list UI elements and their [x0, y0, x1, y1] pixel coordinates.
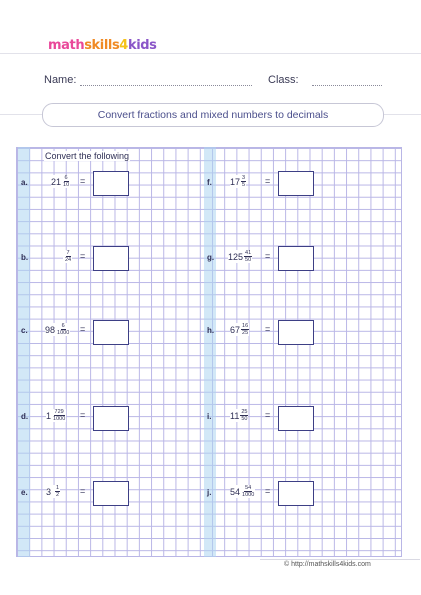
whole-number: 11	[230, 410, 240, 421]
equals-sign: =	[80, 176, 86, 186]
expression-c	[45, 323, 70, 336]
fraction	[241, 323, 249, 336]
expression-e	[46, 485, 60, 498]
name-label: Name:	[44, 74, 77, 86]
expression-f	[230, 175, 246, 188]
equals-sign: =	[265, 410, 271, 420]
item-label-e: e.	[21, 488, 28, 497]
fraction	[240, 409, 248, 422]
numerator: 1	[56, 485, 60, 491]
whole-number: 54	[230, 486, 241, 497]
whole-number: 67	[230, 324, 241, 335]
denominator: 24	[65, 257, 72, 263]
fraction	[244, 250, 252, 263]
whole-number: 3	[46, 486, 52, 497]
equals-sign: =	[265, 176, 271, 186]
item-label-h: h.	[207, 326, 215, 335]
answer-box-d[interactable]	[93, 406, 129, 431]
numerator: 41	[245, 250, 252, 256]
class-label-wrap	[268, 74, 299, 86]
logo-part: skills	[84, 38, 120, 53]
answer-box-c[interactable]	[93, 320, 129, 345]
logo-part: math	[48, 38, 85, 53]
class-line[interactable]	[312, 85, 382, 86]
item-label-f: f.	[207, 178, 212, 187]
footer-divider	[260, 559, 420, 560]
answer-box-e[interactable]	[93, 481, 129, 506]
whole-number: 98	[45, 324, 56, 335]
numerator: 6	[64, 175, 68, 181]
fraction	[64, 250, 72, 263]
fraction	[62, 175, 70, 188]
equals-sign: =	[265, 251, 271, 261]
numerator: 54	[245, 485, 252, 491]
whole-number: 1	[46, 410, 52, 421]
denominator: 50	[245, 257, 252, 263]
fraction	[55, 485, 60, 498]
instructions: Convert the following	[45, 151, 130, 161]
item-label-c: c.	[21, 326, 28, 335]
fraction	[241, 485, 255, 498]
numerator: 16	[242, 323, 249, 329]
denominator: 1000	[53, 416, 66, 422]
numerator: 25	[241, 409, 248, 415]
item-label-i: i.	[207, 412, 212, 421]
name-class-row	[44, 74, 76, 86]
denominator: 50	[241, 416, 248, 422]
numerator: 7	[66, 250, 70, 256]
expression-b	[63, 250, 72, 263]
numerator: 3	[242, 175, 246, 181]
expression-i	[230, 409, 248, 422]
equals-sign: =	[80, 410, 86, 420]
fraction	[52, 409, 66, 422]
header-divider	[0, 53, 421, 54]
title-rule-right	[384, 114, 421, 115]
answer-box-b[interactable]	[93, 246, 129, 271]
answer-box-j[interactable]	[278, 481, 314, 506]
equals-sign: =	[265, 486, 271, 496]
logo-part: 4	[119, 38, 128, 53]
answer-box-i[interactable]	[278, 406, 314, 431]
item-label-j: j.	[207, 488, 212, 497]
equals-sign: =	[265, 324, 271, 334]
expression-h	[230, 323, 249, 336]
logo-part: kids	[127, 38, 157, 53]
denominator: 2	[56, 492, 60, 498]
class-label: Class:	[268, 74, 299, 86]
answer-box-f[interactable]	[278, 171, 314, 196]
expression-g	[228, 250, 252, 263]
whole-number: 125	[228, 251, 244, 262]
footer-url[interactable]: © http://mathskills4kids.com	[284, 561, 371, 568]
item-label-g: g.	[207, 253, 215, 262]
denominator: 10	[63, 182, 70, 188]
equals-sign: =	[80, 251, 86, 261]
denominator: 1000	[242, 492, 255, 498]
equals-sign: =	[80, 486, 86, 496]
denominator: 25	[242, 330, 249, 336]
answer-box-g[interactable]	[278, 246, 314, 271]
answer-box-a[interactable]	[93, 171, 129, 196]
site-logo	[48, 38, 157, 53]
expression-j	[230, 485, 255, 498]
whole-number: 21	[51, 176, 62, 187]
expression-a	[51, 175, 70, 188]
answer-box-h[interactable]	[278, 320, 314, 345]
item-label-a: a.	[21, 178, 28, 187]
worksheet-title: Convert fractions and mixed numbers to decimals	[42, 103, 384, 127]
denominator: 1000	[57, 330, 70, 336]
item-label-b: b.	[21, 253, 29, 262]
item-label-d: d.	[21, 412, 29, 421]
expression-d	[46, 409, 66, 422]
title-rule-left	[0, 114, 42, 115]
denominator: 5	[242, 182, 246, 188]
name-line[interactable]	[80, 85, 252, 86]
numerator: 6	[61, 323, 65, 329]
fraction	[56, 323, 70, 336]
numerator: 729	[54, 409, 64, 415]
equals-sign: =	[80, 324, 86, 334]
whole-number: 17	[230, 176, 241, 187]
fraction	[241, 175, 246, 188]
